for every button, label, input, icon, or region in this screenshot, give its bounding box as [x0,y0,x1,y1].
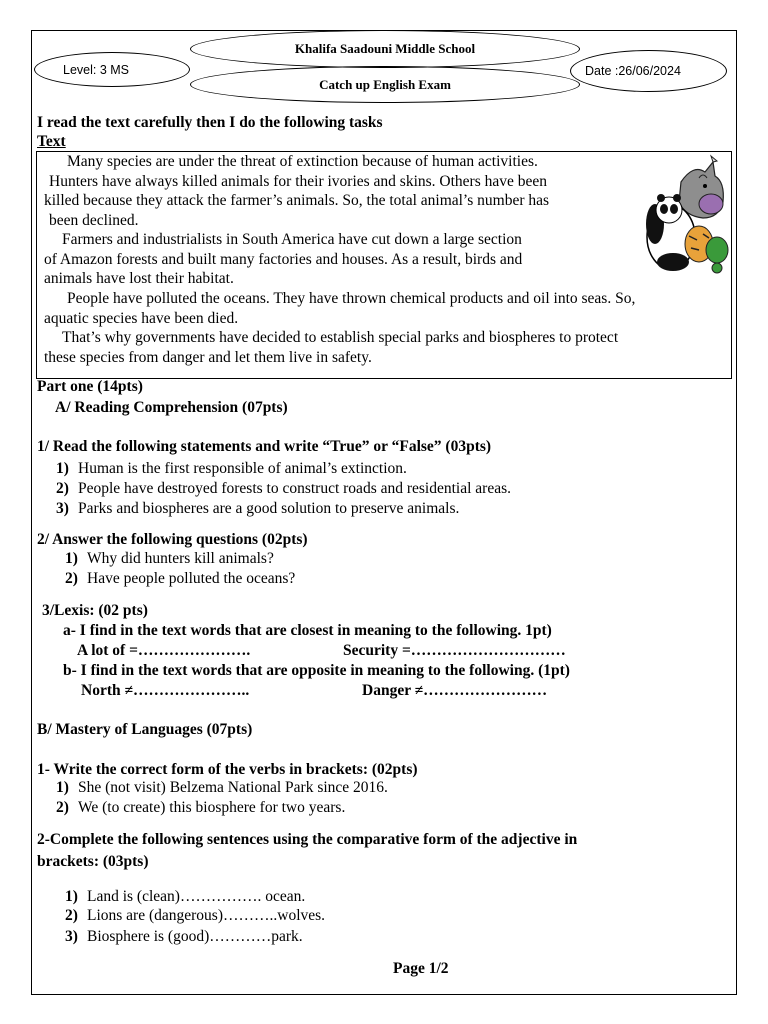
list-item [65,550,274,568]
list-item [56,460,407,478]
date-oval [570,50,727,92]
q1-title: 1/ Read the following statements and write “True” or “False” (03pts) [37,438,492,455]
passage-line: killed because they attack the farmer’s animals. So, the total animal’s number has [44,192,550,209]
list-item [65,570,295,588]
exam-title-oval [190,66,580,103]
list-item [56,500,459,518]
section-a-title: A/ Reading Comprehension (07pts) [55,399,288,416]
item-number: 2) [65,570,78,587]
passage-line: Many species are under the threat of extinction because of human activities. [67,153,538,170]
passage-line: Hunters have always killed animals for their ivories and skins. Others have been [49,173,548,190]
passage-line: aquatic species have been died. [44,310,239,327]
passage-line: been declined. [49,212,139,229]
sentence-text: She (not visit) Belzema National Park since 2016. [78,779,388,796]
passage-line: That’s why governments have decided to establish special parks and biospheres to protect [62,329,619,346]
passage-line: Farmers and industrialists in South America have cut down a large section [62,231,522,248]
q2-title: 2/ Answer the following questions (02pts) [37,531,308,548]
item-number: 1) [65,888,78,905]
item-number: 1) [56,460,69,477]
part-one-title: Part one (14pts) [37,378,143,395]
level-oval [34,52,190,87]
exam-date: Date :26/06/2024 [585,64,681,78]
statement-text: Parks and biospheres are a good solution to preserve animals. [78,500,460,517]
sentence-text: Lions are (dangerous)………..wolves. [87,907,326,924]
lexis-b-left: North ≠………………….. [81,682,250,699]
lexis-b-right: Danger ≠…………………… [362,682,548,699]
sentence-text: We (to create) this biosphere for two years. [78,799,346,816]
school-name: Khalifa Saadouni Middle School [294,41,476,56]
lexis-b-instruction: b- I find in the text words that are opposite in meaning to the following. (1pt) [63,662,570,679]
endangered-animals-illustration [633,152,730,278]
list-item [56,799,345,817]
item-number: 3) [56,500,69,517]
lexis-a-left: A lot of =…………………. [77,642,251,659]
b2-title-line2: brackets: (03pts) [37,853,149,870]
question-text: Why did hunters kill animals? [87,550,274,567]
list-item [56,779,388,797]
item-number: 1) [56,779,69,796]
list-item [65,907,325,925]
passage-line: People have polluted the oceans. They have thrown chemical products and oil into seas. So, [67,290,636,307]
school-name-oval [190,30,580,68]
b1-title: 1- Write the correct form of the verbs in brackets: (02pts) [37,761,418,778]
page-number: Page 1/2 [393,960,449,977]
list-item [65,888,305,906]
b2-title-line1: 2-Complete the following sentences using the comparative form of the adjective in [37,831,578,848]
lexis-a-right: Security =………………………… [343,642,566,659]
text-heading: Text [37,133,66,150]
item-number: 2) [65,907,78,924]
q3-title: 3/Lexis: (02 pts) [42,602,148,619]
question-text: Have people polluted the oceans? [87,570,296,587]
statement-text: Human is the first responsible of animal’s extinction. [78,460,407,477]
passage-line: animals have lost their habitat. [44,270,234,287]
list-item [56,480,511,498]
item-number: 3) [65,928,78,945]
statement-text: People have destroyed forests to construct roads and residential areas. [78,480,511,497]
sentence-text: Land is (clean)……………. ocean. [87,888,306,905]
section-b-title: B/ Mastery of Languages (07pts) [37,721,253,738]
passage-line: these species from danger and let them live in safety. [44,349,372,366]
item-number: 2) [56,799,69,816]
sentence-text: Biosphere is (good)…………park. [87,928,303,945]
passage-line: of Amazon forests and built many factories and houses. As a result, birds and [44,251,523,268]
instruction: I read the text carefully then I do the following tasks [37,114,383,131]
list-item [65,928,303,946]
level-label: Level: 3 MS [63,62,130,77]
lexis-a-instruction: a- I find in the text words that are closest in meaning to the following. 1pt) [63,622,552,639]
exam-title: Catch up English Exam [319,76,451,92]
item-number: 1) [65,550,78,567]
item-number: 2) [56,480,69,497]
